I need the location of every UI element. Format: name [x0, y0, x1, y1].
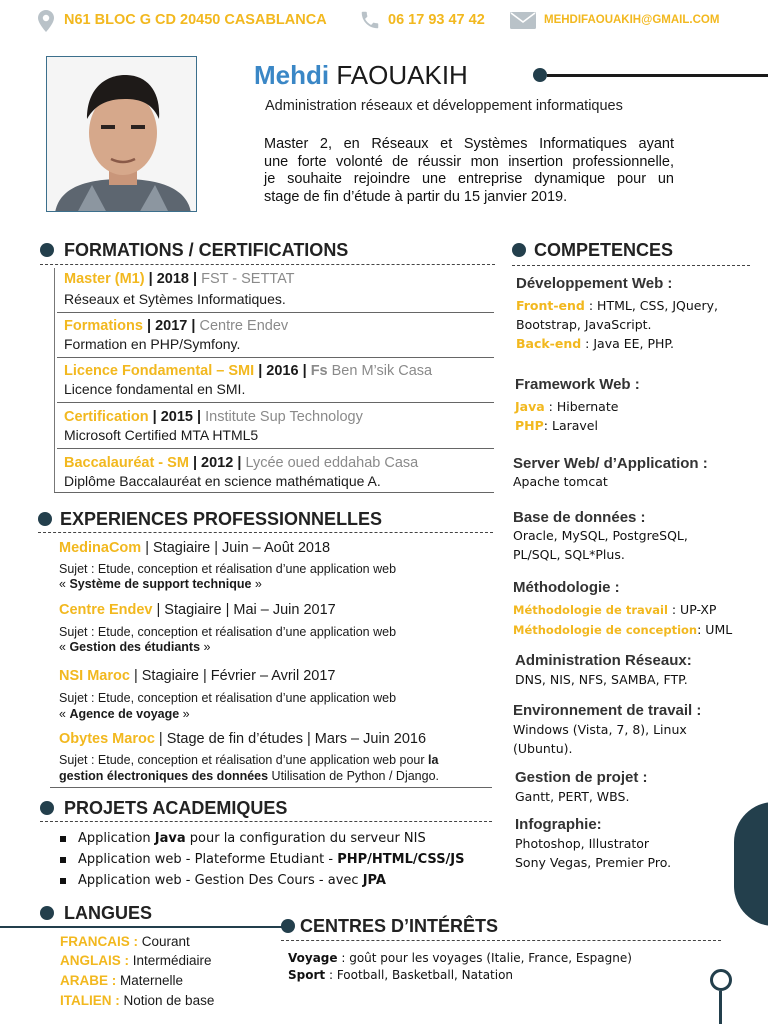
avatar-portrait-icon [47, 57, 197, 212]
comp-info-value-2: Sony Vegas, Premier Pro. [515, 855, 672, 870]
langues-title: LANGUES [64, 903, 153, 923]
decorative-ring [710, 969, 732, 991]
experiences-bottom-rule [50, 787, 492, 788]
comp-env-value-2: (Ubuntu). [513, 741, 573, 756]
first-name: Mehdi [254, 60, 330, 90]
comp-java: Java : Hibernate [515, 399, 619, 414]
contact-bar [0, 0, 768, 40]
comp-proj-title: Gestion de projet : [515, 769, 648, 786]
comp-dev-title: Développement Web : [516, 275, 673, 292]
formation-divider [57, 448, 494, 449]
name-heading [254, 60, 468, 91]
comp-env-value: Windows (Vista, 7, 8), Linux [513, 722, 687, 737]
langues-dot [40, 906, 54, 920]
profile-photo [46, 56, 197, 212]
interet-sport: Sport : Football, Basketball, Natation [288, 968, 514, 982]
interets-underline [281, 940, 721, 941]
comp-meth-work: Méthodologie de travail : UP-XP [513, 602, 717, 617]
language-row: ANGLAIS : Intermédiaire [60, 953, 212, 968]
formation-divider [57, 357, 494, 358]
summary-line: Master 2, en Réseaux et Systèmes Informatiques ayant [264, 136, 674, 152]
comp-admin-title: Administration Réseaux: [515, 652, 692, 669]
formations-dot [40, 243, 54, 257]
address-text: N61 BLOC G CD 20450 CASABLANCA [64, 12, 327, 28]
comp-server-value: Apache tomcat [513, 474, 608, 489]
phone-icon [359, 9, 381, 31]
comp-proj-value: Gantt, PERT, WBS. [515, 789, 630, 804]
name-decoration-dot [533, 68, 547, 82]
comp-meth-title: Méthodologie : [513, 579, 620, 596]
language-row: ITALIEN : Notion de base [60, 993, 215, 1008]
projets-dot [40, 801, 54, 815]
formations-underline [40, 264, 495, 265]
interets-title: CENTRES D’INTÉRÊTS [300, 916, 499, 936]
phone-text: 06 17 93 47 42 [388, 12, 485, 28]
comp-php: PHP: Laravel [515, 418, 598, 433]
competences-dot [512, 243, 526, 257]
comp-info-value: Photoshop, Illustrator [515, 836, 650, 851]
comp-server-title: Server Web/ d’Application : [513, 455, 708, 472]
comp-env-title: Environnement de travail : [513, 702, 702, 719]
comp-front: Front-end : HTML, CSS, JQuery, [516, 298, 718, 313]
comp-framework-title: Framework Web : [515, 376, 640, 393]
comp-info-title: Infographie: [515, 816, 602, 833]
experiences-dot [38, 512, 52, 526]
summary-line: stage de fin d’étude à partir du 15 janvier 2019. [264, 188, 568, 205]
last-name: FAOUAKIH [336, 60, 468, 90]
experiences-title: EXPERIENCES PROFESSIONNELLES [60, 509, 383, 529]
summary-line: une forte volonté de réussir mon insertion professionnelle, [264, 153, 674, 170]
bullet-square-icon [60, 857, 66, 863]
bullet-square-icon [60, 836, 66, 842]
email-text[interactable]: MEHDIFAOUAKIH@GMAIL.COM [544, 14, 720, 26]
formation-divider [57, 312, 494, 313]
comp-db-value-2: PL/SQL, SQL*Plus. [513, 547, 625, 562]
formations-left-rule [54, 268, 55, 492]
decorative-stem [719, 991, 722, 1024]
comp-front-2: Bootstrap, JavaScript. [516, 317, 652, 332]
name-decoration-line [547, 74, 768, 77]
langues-line [0, 926, 286, 928]
mail-icon [510, 12, 536, 29]
competences-underline [512, 265, 750, 266]
formation-divider [54, 492, 494, 493]
interets-dot [281, 919, 295, 933]
experiences-underline [38, 532, 493, 533]
competences-title: COMPETENCES [534, 240, 674, 260]
interet-voyage: Voyage : goût pour les voyages (Italie, France, Espagne) [288, 951, 632, 965]
decorative-half-circle [734, 802, 768, 926]
comp-meth-conc: Méthodologie de conception: UML [513, 622, 733, 637]
language-row: ARABE : Maternelle [60, 973, 184, 988]
comp-back: Back-end : Java EE, PHP. [516, 336, 674, 351]
headline: Administration réseaux et développement informatiques [265, 98, 623, 114]
comp-admin-value: DNS, NIS, NFS, SAMBA, FTP. [515, 672, 688, 687]
formation-divider [57, 402, 494, 403]
projets-underline [40, 821, 492, 822]
formations-title: FORMATIONS / CERTIFICATIONS [64, 240, 349, 260]
projets-title: PROJETS ACADEMIQUES [64, 798, 288, 818]
language-row: FRANCAIS : Courant [60, 934, 190, 949]
summary [264, 136, 674, 206]
comp-db-title: Base de données : [513, 509, 646, 526]
bullet-square-icon [60, 878, 66, 884]
comp-db-value: Oracle, MySQL, PostgreSQL, [513, 528, 688, 543]
location-pin-icon [38, 10, 54, 32]
summary-line: je souhaite rejoindre une entreprise dynamique pour un [264, 171, 674, 187]
